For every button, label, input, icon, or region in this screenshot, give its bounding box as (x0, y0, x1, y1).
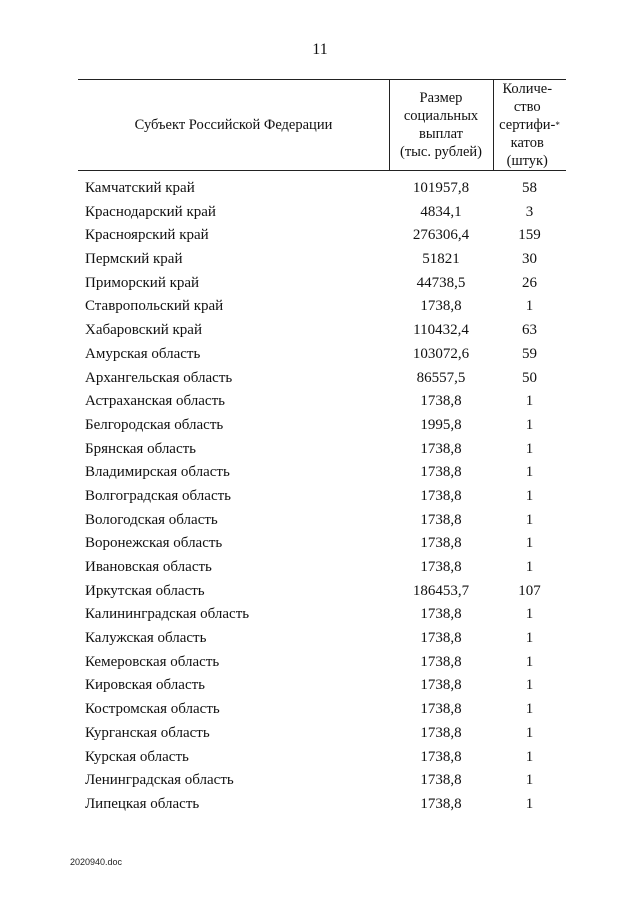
region-name: Воронежская область (85, 535, 223, 552)
certificate-count: 58 (522, 180, 537, 196)
table-row (78, 627, 566, 651)
region-name: Владимирская область (85, 464, 230, 481)
region-name: Костромская область (85, 701, 220, 718)
certificate-count: 1 (525, 393, 534, 410)
payment-amount: 1738,8 (420, 606, 462, 623)
region-name: Курская область (85, 748, 189, 765)
certificate-count: 1 (525, 535, 534, 552)
payment-amount: 1738,8 (420, 298, 462, 315)
table-row (78, 485, 566, 509)
payment-amount: 1738,8 (420, 630, 462, 647)
payment-amount: 1738,8 (420, 724, 462, 741)
column-header-count-text: Количе- ство сертифи- катов (штук) (499, 80, 556, 169)
table-row (78, 248, 566, 272)
payment-amount: 1738,8 (420, 393, 462, 410)
payment-amount: 276306,4 (412, 227, 470, 244)
table-row (78, 438, 566, 462)
payment-amount: 1738,8 (420, 487, 462, 504)
table-row (78, 722, 566, 746)
table-row (78, 769, 566, 793)
table-row (78, 295, 566, 319)
certificate-count: 1 (525, 559, 534, 575)
payment-amount: 1738,8 (420, 535, 462, 552)
region-name: Калужская область (85, 630, 207, 647)
region-name: Кемеровская область (85, 653, 220, 670)
table-row (78, 603, 566, 627)
table-row (78, 343, 566, 367)
certificate-count: 1 (525, 464, 534, 481)
payment-amount: 86557,5 (416, 369, 466, 386)
column-header-amount: Размер социальных выплат (тыс. рублей) (400, 89, 482, 160)
table-row (78, 319, 566, 343)
payment-amount: 101957,8 (412, 180, 470, 196)
region-name: Хабаровский край (85, 322, 202, 339)
table-body (78, 177, 566, 817)
region-name: Брянская область (85, 440, 197, 457)
certificate-count: 159 (518, 227, 541, 244)
region-name: Вологодская область (85, 511, 218, 528)
certificate-count: 1 (525, 487, 534, 504)
payment-amount: 1738,8 (420, 511, 462, 528)
certificate-count: 3 (525, 203, 534, 220)
certificate-count: 1 (525, 630, 534, 647)
certificate-count: 1 (525, 298, 534, 315)
certificate-count: 1 (525, 416, 534, 433)
payment-amount: 1738,8 (420, 653, 462, 670)
region-name: Камчатский край (85, 180, 195, 196)
certificate-count: 63 (522, 322, 537, 339)
table-row (78, 674, 566, 698)
certificate-count: 26 (522, 274, 537, 291)
payment-amount: 1738,8 (420, 795, 462, 812)
region-name: Красноярский край (85, 227, 209, 244)
certificate-count: 1 (525, 653, 534, 670)
payment-amount: 1738,8 (420, 464, 462, 481)
region-name: Калининградская область (85, 606, 250, 623)
payment-amount: 103072,6 (412, 345, 470, 362)
payment-amount: 1738,8 (420, 772, 462, 789)
payment-amount: 1995,8 (420, 416, 462, 433)
payment-amount: 110432,4 (413, 322, 469, 339)
table-row (78, 532, 566, 556)
certificate-count: 1 (525, 772, 534, 789)
table-row (78, 201, 566, 225)
region-name: Краснодарский край (85, 203, 216, 220)
region-name: Пермский край (85, 251, 183, 268)
payment-amount: 1738,8 (420, 677, 462, 694)
page-number: 11 (312, 41, 328, 58)
payment-amount: 44738,5 (416, 274, 466, 291)
region-name: Белгородская область (85, 416, 224, 433)
payment-amount: 1738,8 (420, 748, 462, 765)
region-name: Волгоградская область (85, 487, 231, 504)
region-name: Ивановская область (85, 559, 212, 575)
region-name: Иркутская область (85, 582, 205, 599)
header-bottom-rule (78, 170, 566, 171)
certificate-count: 30 (522, 251, 537, 268)
certificate-count: 1 (525, 724, 534, 741)
table-row (78, 414, 566, 438)
column-header-subject: Субъект Российской Федерации (134, 116, 333, 133)
certificate-count: 50 (522, 369, 537, 386)
certificate-count: 1 (525, 511, 534, 528)
region-name: Ленинградская область (85, 772, 234, 789)
region-name: Архангельская область (85, 369, 233, 386)
table-row (78, 461, 566, 485)
certificate-count: 1 (525, 606, 534, 623)
table-row (78, 367, 566, 391)
region-name: Амурская область (85, 345, 201, 362)
payment-amount: 1738,8 (420, 440, 462, 457)
certificate-count: 107 (518, 582, 541, 599)
certificate-count: 1 (525, 748, 534, 765)
table-row (78, 177, 566, 201)
column-header-count: Количе- ство сертифи- катов (штук) * (499, 80, 560, 169)
payment-amount: 1738,8 (420, 559, 462, 575)
payment-amount: 51821 (422, 251, 460, 268)
payment-amount: 1738,8 (420, 701, 462, 718)
table-row (78, 746, 566, 770)
region-name: Курганская область (85, 724, 210, 741)
region-name: Приморский край (85, 274, 200, 291)
certificate-count: 1 (525, 701, 534, 718)
table-row (78, 698, 566, 722)
file-name-footer: 2020940.doc (70, 857, 123, 867)
table-row (78, 224, 566, 248)
table-row (78, 509, 566, 533)
region-name: Ставропольский край (85, 298, 224, 315)
payment-amount: 186453,7 (412, 582, 470, 599)
region-name: Кировская область (85, 677, 206, 694)
payment-amount: 4834,1 (420, 203, 462, 220)
certificate-count: 59 (522, 345, 537, 362)
certificate-count: 1 (525, 440, 534, 457)
table-row (78, 272, 566, 296)
table-row (78, 556, 566, 580)
region-name: Астраханская область (85, 393, 225, 410)
region-name: Липецкая область (85, 795, 200, 812)
table-row (78, 793, 566, 817)
certificate-count: 1 (525, 795, 534, 812)
table-row (78, 580, 566, 604)
certificate-count: 1 (525, 677, 534, 694)
table-row (78, 390, 566, 414)
table-row (78, 651, 566, 675)
